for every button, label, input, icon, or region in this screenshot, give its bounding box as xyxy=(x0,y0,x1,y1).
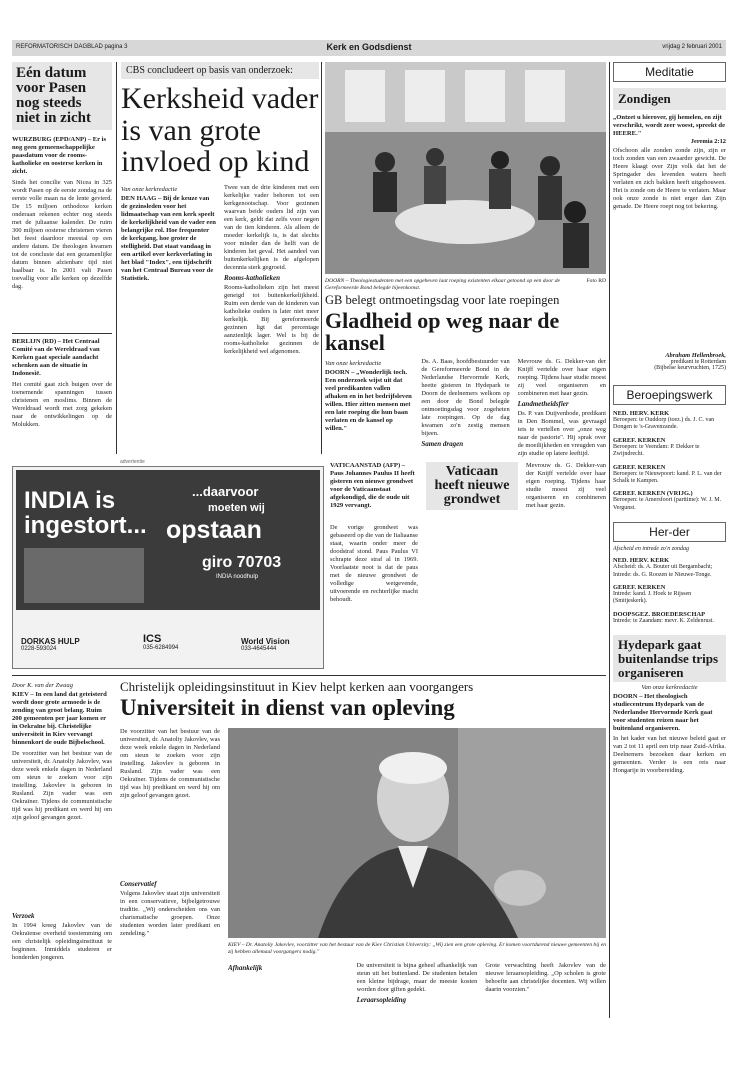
ad-dark-panel xyxy=(16,470,320,610)
beroep-entry xyxy=(613,490,726,512)
beroep-text: Beroepen: te Veendam: P. Dekker te Zwijndrecht. xyxy=(613,443,700,458)
ad-giro-sub: INDIA noodhulp xyxy=(216,574,259,580)
ad-slogan2: moeten wij xyxy=(208,502,265,514)
left-column xyxy=(12,62,112,454)
ad-slogan1: ...daarvoor xyxy=(192,484,259,499)
beroep-entry xyxy=(613,437,726,459)
herder-entry xyxy=(613,584,726,606)
story1-kicker: CBS concludeert op basis van onderzoek: xyxy=(121,62,319,79)
herder-church: DOOPSGEZ. BROEDERSCHAP xyxy=(613,610,705,618)
divider xyxy=(12,333,112,334)
ad-org2-name: ICS xyxy=(143,633,162,645)
story4-byline: Door K. van der Zwaag xyxy=(12,682,73,689)
story2-body: Ds. A. Baas, hoofdbestuurder van de Gereformeerde Bond in de Nederlandse Hervormde Kerk, heette gisteren in Hydepark te Doorn de deelnemers welkom op een door de Bond belegde ontmoetingsdag voor zogeheten late roepingen. Op de dag kwamen zo'n zestig mensen bijeen. xyxy=(421,357,510,437)
story4-subhead3: Afhankelijk xyxy=(228,964,263,972)
story4-header xyxy=(120,680,606,719)
ad-org2-phone: 035-6284994 xyxy=(143,645,179,651)
meditatie-ref: Jeremia 2:12 xyxy=(690,138,726,145)
story1-columns xyxy=(121,184,319,404)
beroep-text: Beroepen: te Ouddorp (toez.) ds. J. C. van Dongen te 's-Gravenzande. xyxy=(613,417,715,431)
story4-subhead4: Leraarsopleiding xyxy=(356,996,407,1004)
ad-org2 xyxy=(143,633,178,651)
story2-title: Gladheid op weg naar de kansel xyxy=(325,307,560,355)
story2-kicker: GB belegt ontmoetingsdag voor late roepingen xyxy=(325,293,560,307)
story-kiev xyxy=(12,680,606,1018)
story1-lead: DEN HAAG – Bij de keuze van de gezinsleden voor het lidmaatschap van een kerk speelt de kerkelijkheid van de vader een belangrijke rol. Hoe frequenter de kerkgang, hoe groter de stelligheid. Dat staat vandaag in een artikel over kerkverlating in het blad "Index", een tijdschrift van het Centraal Bureau voor de Statistiek. xyxy=(121,194,216,282)
story1-subhead: Rooms-katholieken xyxy=(224,273,281,282)
story4-col2 xyxy=(120,728,220,1016)
right-column xyxy=(613,62,726,1018)
herder-church: NED. HERV. KERK xyxy=(613,557,670,565)
story3-kicker: VATICAANSTAD (AFP) – Paus Johannes Paulus II heeft gisteren een nieuwe grondwet voor de Vaticaanstaat afgekondigd, die de oude uit 1929 vervangt. xyxy=(330,462,415,509)
story2-continued: Mevrouw ds. G. Dekker-van der Knijff vertelde over haar eigen roeping. Tijdens haar studie moest zij veel organiseren en combineren met haar gezin. xyxy=(526,462,606,509)
hydepark-byline: Van onze kerkredactie xyxy=(641,684,698,692)
story1-body: Twee van de drie kinderen met een kerkelijke vader behoren tot een kerkgenootschap. Voor gezinnen waarvan beide ouders lid zijn van een kerk, geldt dat zelfs voor negen van de tien kinderen. Als alleen de moeder kerkelijk is, is dat slechts voor minder dan de helft van de kinderen het geval. Het aandeel van buitenkerkelijken is de afgelopen decennia sterk gegroeid. xyxy=(224,183,319,271)
herder-header: Her-der xyxy=(613,522,726,542)
herder-intro: Afscheid en intrede zo'n zondag xyxy=(613,546,690,553)
herder-text: Intrede: te Zaandam: mevr. K. Zeldenrust. xyxy=(613,617,714,624)
beroep-church: GEREF. KERKEN xyxy=(613,436,666,444)
beroep-church: GEREF. KERKEN (VRIJG.) xyxy=(613,490,693,498)
ad-org1-name: DORKAS HULP xyxy=(21,637,80,646)
beroep-entry xyxy=(613,464,726,486)
story4-body3: Volgens Jakovlev staat zijn universiteit in een conservatieve, bijbelgetrouwe traditie. „Wij onderscheiden ons van charismatische groepen. Onze studenten worden later predikant en zendeling." xyxy=(120,890,220,937)
story4-body: De voorzitter van het bestuur van de universiteit, dr. Anatoliy Jakovlev, was deze week enkele dagen in Nederland om steun te zoeken voor zijn instelling. Jakovlev is geboren in Rusland. Zijn vader was een Oekraïner. Tijdens de communistische tijd was hij predikant en werd hij om zijn geloof gevangen gezet. xyxy=(12,750,112,821)
ad-india-title: INDIA is ingestort... xyxy=(24,487,147,540)
ad-org3-phone: 033-4645444 xyxy=(241,646,277,652)
section-rule xyxy=(12,675,606,676)
meditatie-body: Ofschoon alle zonden zonde zijn, zijn er toch zonden van een zwaarder gewicht. De Heere klaagt over Zijn volk dat het de Springader des levenden waters heeft verlaten en zich bakken heeft uitgehouwen. Het is zonde om de Heere te verlaten. Maar ook onze zonde is niet erger dan Zijn genade. De Heere roept nog tot bekering. xyxy=(613,147,726,210)
ad-slogan3: opstaan xyxy=(166,516,262,544)
header-left: REFORMATORISCH DAGBLAD pagina 3 xyxy=(16,44,128,50)
meditatie-title: Zondigen xyxy=(613,88,726,110)
story4-kicker: Christelijk opleidingsinstituut in Kiev helpt kerken aan voorgangers xyxy=(120,679,474,694)
jakovlev-photo-image xyxy=(228,728,606,938)
story4-body4: De universiteit is bijna geheel afhankelijk van steun uit het buitenland. De studenten betalen een kleine bijdrage, maar de meeste kosten worden door giften gedekt. xyxy=(356,962,478,993)
story1-body2: Rooms-katholieken zijn het meest geneigd tot buitenkerkelijkheid. Ruim een derde van de kinderen van katholieke ouders is later niet meer kerkelijk. Bij gereformeerde gezinnen ligt dat percentage aanzienlijk lager. Wel is bij de rooms-katholieke gezinnen de kerkelijkheid wel afgenomen. xyxy=(224,283,319,355)
story4-subhead2: Conservatief xyxy=(120,880,157,888)
ad-org3 xyxy=(241,637,290,652)
beroep-entry xyxy=(613,410,726,432)
beroepingswerk-list xyxy=(613,410,726,512)
photo1-credit: Foto RD xyxy=(586,278,606,284)
herder-entry xyxy=(613,557,726,579)
ad-label: advertentie xyxy=(120,459,145,465)
ad-org1 xyxy=(21,637,80,652)
meditatie-author-role: predikant te Rotterdam xyxy=(670,359,726,365)
left-story-body: Sinds het concilie van Nicea in 325 wordt Pasen op de eerste zondag na de eerste volle maan na de lente gevierd. De 15 miljoen orthodoxe kerken onderaan rekenen echter nog steeds met de juliaanse kalender. De ruim 300 miljoen oosterse christenen vieren het feest daardoor meestal op een andere datum. De theologen kwamen tot de conclusie dat een gezamenlijke datum binnen afzienbare tijd niet haalbaar is. In 2001 valt Pasen toevallig voor alle kerken op dezelfde dag. xyxy=(12,179,112,290)
herder-church: GEREF. KERKEN xyxy=(613,584,666,592)
brief-body: Het comité gaat zich buigen over de toenemende spanningen tussen christenen en moslims. Binnen de Wereldraad wordt met zorg gekeken naar de ontwikkelingen op de Molukken. xyxy=(12,381,112,428)
photo-meeting xyxy=(325,62,606,274)
story4-title: Universiteit in dienst van opleving xyxy=(120,695,455,720)
story4-body-cont: De voorzitter van het bestuur van de universiteit, dr. Anatoliy Jakovlev, was deze week enkele dagen in Nederland om steun te zoeken voor zijn instelling. Jakovlev is geboren in Rusland. Zijn vader was een Oekraïner. Tijdens de communistische tijd was hij predikant en werd hij om zijn geloof gevangen gezet. xyxy=(120,728,220,799)
story-cbs xyxy=(121,62,319,454)
story1-title: Kerksheid vader is van grote invloed op kind xyxy=(121,82,319,178)
column-rule xyxy=(321,62,322,454)
beroep-church: GEREF. KERKEN xyxy=(613,463,666,471)
story4-bottom-columns xyxy=(228,962,606,1016)
story2-body3: Ds. P. van Duijvenbode, predikant in Den Bommel, was gevraagd iets te vertellen over „onze weg naar de pastorie". Hij sprak over de moeilijkheden en vreugden van zijn studie op latere leeftijd. xyxy=(517,409,606,457)
ad-giro: giro 70703 xyxy=(202,554,282,571)
meeting-photo-image xyxy=(325,62,606,274)
meditatie-quote: „Ontzet u hierover, gij hemelen, en zijt verschrikt, wordt zeer woest, spreekt de HEERE." xyxy=(613,114,726,137)
story4-subhead1: Verzoek xyxy=(12,912,35,920)
story2-byline: Van onze kerkredactie xyxy=(325,359,382,367)
herder-text: Afscheid: ds. A. Bouter uit Bergambacht; Intrede: ds. G. Roozen te Nieuwe-Tonge. xyxy=(613,564,713,578)
story2-lead: DOORN – „Wonderlijk toch. Een onderzoek wijst uit dat veel predikanten vallen afhaken en in het bedrijfsleven willen. Hier zitten mensen met een late roeping die hun baan verlaten en de kansel op willen." xyxy=(325,368,412,432)
ad-rubble-image xyxy=(24,548,144,603)
hydepark-title: Hydepark gaat buitenlandse trips organiseren xyxy=(613,635,726,682)
story1-byline: Van onze kerkredactie xyxy=(121,185,178,193)
story-vatican xyxy=(330,462,606,669)
meditatie-author: Abraham Hellenbroek, xyxy=(665,352,726,359)
herder-list xyxy=(613,557,726,625)
header-section-title: Kerk en Godsdienst xyxy=(326,42,412,52)
beroep-church: NED. HERV. KERK xyxy=(613,410,670,417)
hydepark-body: In het kader van het nieuwe beleid gaat er van 2 tot 11 april een trip naar Zuid-Afrika. Deelnemers bezoeken daar kerken en gemeenten. Verder is een reis naar Hongarije in voorbereiding. xyxy=(613,735,726,775)
story4-body2: In 1994 kreeg Jakovlev van de Oekraïense overheid toestemming om een christelijk opleidingsinstituut te beginnen. Inmiddels studeren er honderden jongeren. xyxy=(12,922,112,961)
story4-body5: Grote verwachting heeft Jakovlev van de nieuwe leraarsopleiding. „Op scholen is grote behoefte aan christelijke docenten. Wij willen daarin voorzien." xyxy=(485,962,606,993)
header-date: vrijdag 2 februari 2001 xyxy=(662,44,722,50)
ad-org3-name: World Vision xyxy=(241,637,290,646)
ad-india xyxy=(12,466,324,669)
beroep-text: Beroepen: te Nieuwpoort: kand. P. L. van der Schalk te Kampen. xyxy=(613,470,722,485)
story3-title: Vaticaan heeft nieuwe grondwet xyxy=(426,462,518,510)
herder-text: Intrede: kand. J. Hoek te Rijssen (Smitjeskerk). xyxy=(613,591,692,605)
left-story-title: Eén datum voor Pasen nog steeds niet in zicht xyxy=(12,62,112,130)
brief-lead: BERLIJN (RD) – Het Centraal Comité van de Wereldraad van Kerken gaat speciale aandacht schenken aan de situatie in Indonesië. xyxy=(12,338,100,377)
meditatie-source: (Bijbelse keurvruchten, 1725) xyxy=(654,365,726,371)
story2-subhead1: Samen dragen xyxy=(421,439,464,448)
meditatie-header: Meditatie xyxy=(613,62,726,82)
ad-org1-phone: 0228-593024 xyxy=(21,646,57,652)
story4-lead: KIEV – In een land dat geteisterd wordt door grote armoede is de zending van groot belang. Ruim 200 gemeenten per jaar komen er in Oekraïne bij. Christelijke universiteit in Kiev vervangt binnenkort de oude Bijbelschool. xyxy=(12,691,107,746)
story4-lead-column xyxy=(12,680,112,1016)
photo-jakovlev xyxy=(228,728,606,938)
beroepingswerk-header: Beroepingswerk xyxy=(613,385,726,405)
story3-body: De vorige grondwet was gebaseerd op die van de Italiaanse staat, waarin onder meer de doodstraf stond. Paus Paulus VI schrapte deze straf al in 1969. Voorlaatste noot is dat de paus met de nieuwe grondwet de volledige wetgevende, uitvoerende en rechterlijke macht behoudt. xyxy=(330,524,418,603)
column-rule xyxy=(609,62,610,1018)
herder-entry xyxy=(613,611,726,625)
story-gb xyxy=(325,293,606,457)
story2-body2: Mevrouw ds. G. Dekker-van der Knijff vertelde over haar eigen roeping. Tijdens haar studie moest zij veel organiseren en combineren met haar gezin. xyxy=(517,357,606,397)
column-rule xyxy=(116,62,117,454)
left-story-lead: WURZBURG (EPD/ANP) – Er is nog geen gemeenschappelijke paasdatum voor de rooms-katholieke en oosterse kerken in zicht. xyxy=(12,136,107,175)
page-header-bar xyxy=(12,40,726,56)
photo1-caption: DOORN – Theologiestudenten met een opgeheven laat roeping existenten elkaar getoond op een door de Gereformeerde Bond belegde bijeenkomst. xyxy=(325,278,560,291)
hydepark-lead: DOORN – Het theologisch studiecentrum Hydepark van de Nederlandse Hervormde Kerk gaat voor studenten reizen naar het buitenland organiseren. xyxy=(613,693,713,733)
photo4-caption: KIEV – Dr. Anatoliy Jakovlev, voorzitter van het bestuur van de Kiev Christian University: „Wij zien een grote opleving. Er komen voortdurend nieuwe gemeenten bij en zij hebben allemaal voorgangers nodig." xyxy=(228,942,607,955)
beroep-text: Beroepen: te Amersfoort (parttime): W. J. M. Vergunst. xyxy=(613,497,722,511)
story2-subhead2: Landmetheidsfier xyxy=(517,399,569,408)
